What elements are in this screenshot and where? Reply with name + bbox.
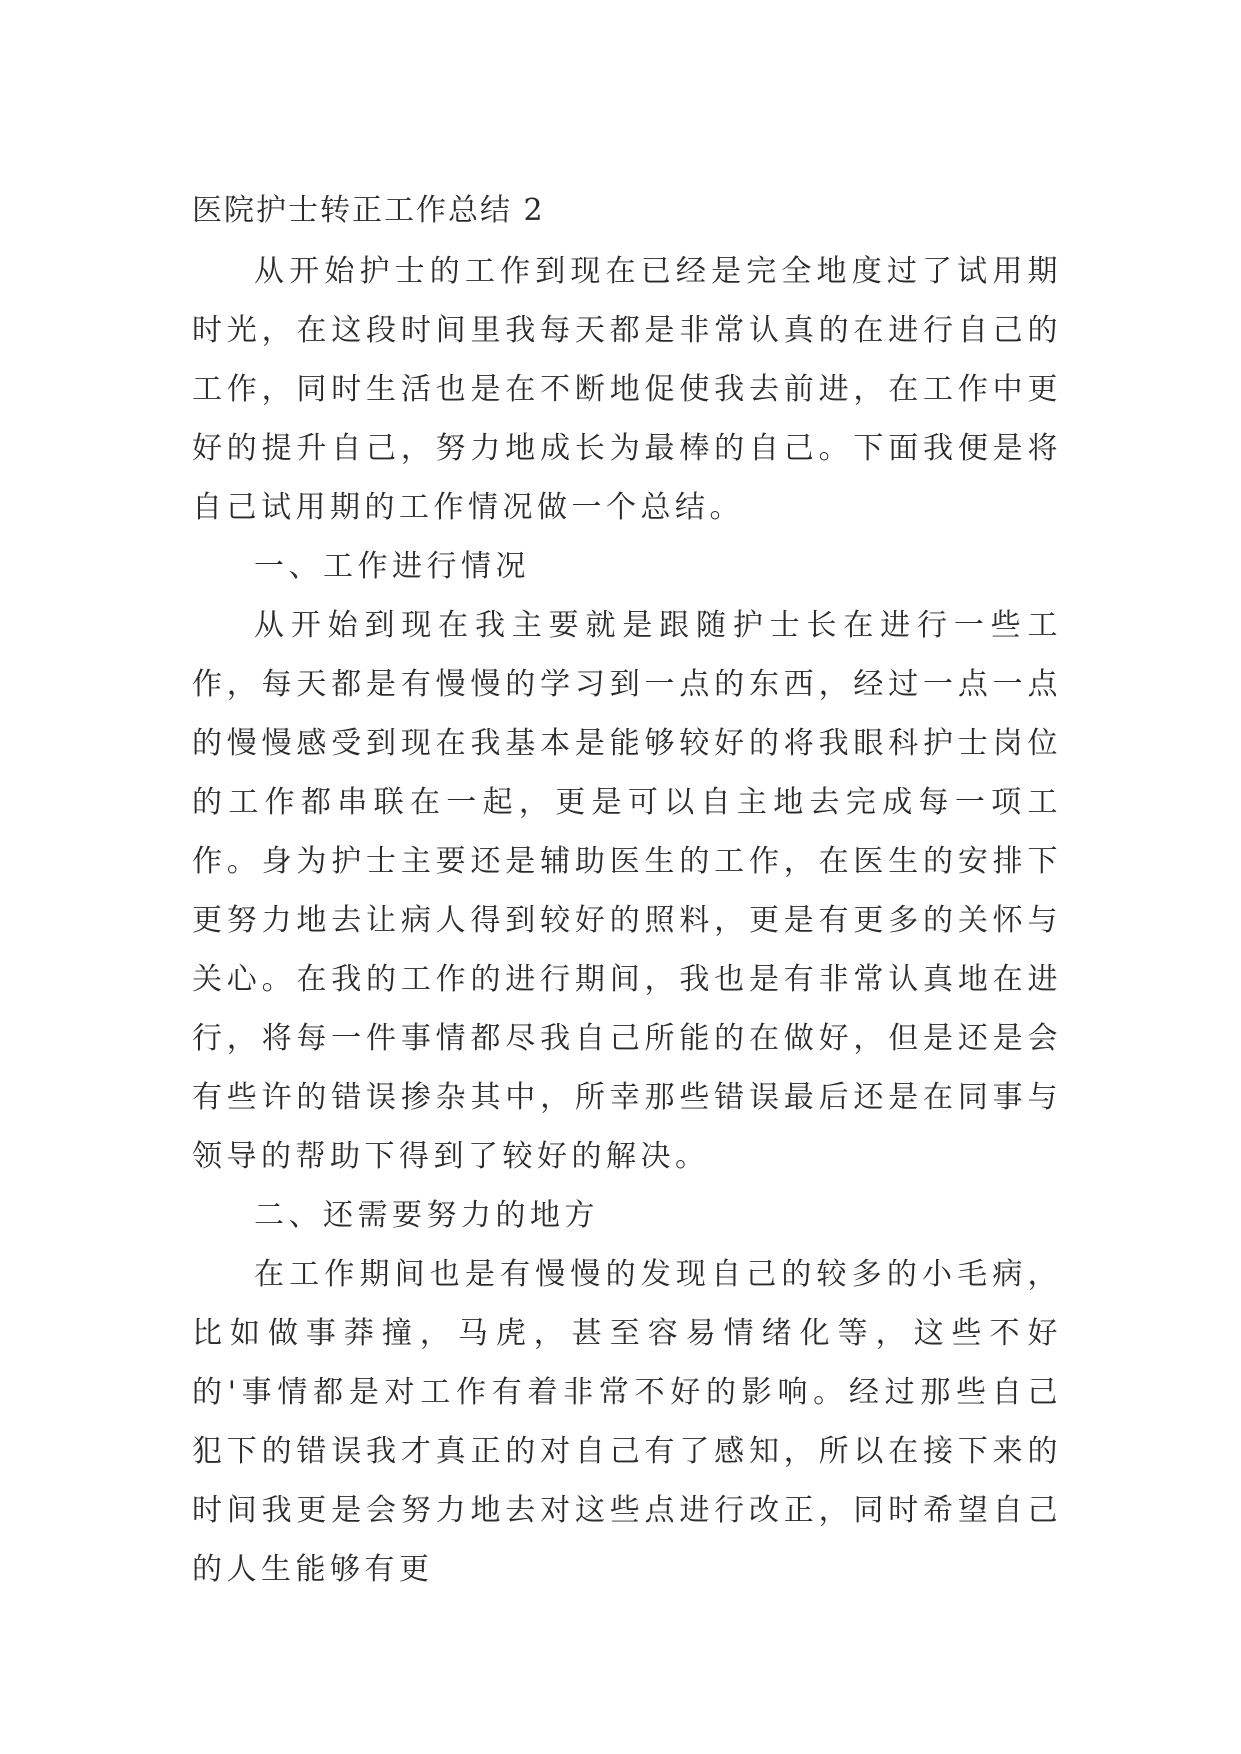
- section-improvements-paragraph: 在工作期间也是有慢慢的发现自己的较多的小毛病，比如做事莽撞，马虎，甚至容易情绪化等，这些不好的'事情都是对工作有着非常不好的影响。经过那些自己犯下的错误我才真正的对自己有了感知，所以在接下来的时间我更是会努力地去对这些点进行改正，同时希望自己的人生能够有更: [192, 1257, 1062, 1587]
- document-page: [192, 192, 1062, 1599]
- document-title: 医院护士转正工作总结 2: [192, 193, 545, 228]
- section-work-progress-paragraph: 从开始到现在我主要就是跟随护士长在进行一些工作，每天都是有慢慢的学习到一点的东西，经过一点一点的慢慢感受到现在我基本是能够较好的将我眼科护士岗位的工作都串联在一起，更是可以自主地去完成每一项工作。身为护士主要还是辅助医生的工作，在医生的安排下更努力地去让病人得到较好的照料，更是有更多的关怀与关心。在我的工作的进行期间，我也是有非常认真地在进行，将每一件事情都尽我自己所能的在做好，但是还是会有些许的错误掺杂其中，所幸那些错误最后还是在同事与领导的帮助下得到了较好的解决。: [192, 608, 1062, 1174]
- intro-paragraph: 从开始护士的工作到现在已经是完全地度过了试用期时光，在这段时间里我每天都是非常认真的在进行自己的工作，同时生活也是在不断地促使我去前进，在工作中更好的提升自己，努力地成长为最棒的自己。下面我便是将自己试用期的工作情况做一个总结。: [192, 254, 1062, 525]
- section-heading-work-progress: 一、工作进行情况: [254, 549, 530, 584]
- section-heading-improvements: 二、还需要努力的地方: [254, 1198, 599, 1233]
